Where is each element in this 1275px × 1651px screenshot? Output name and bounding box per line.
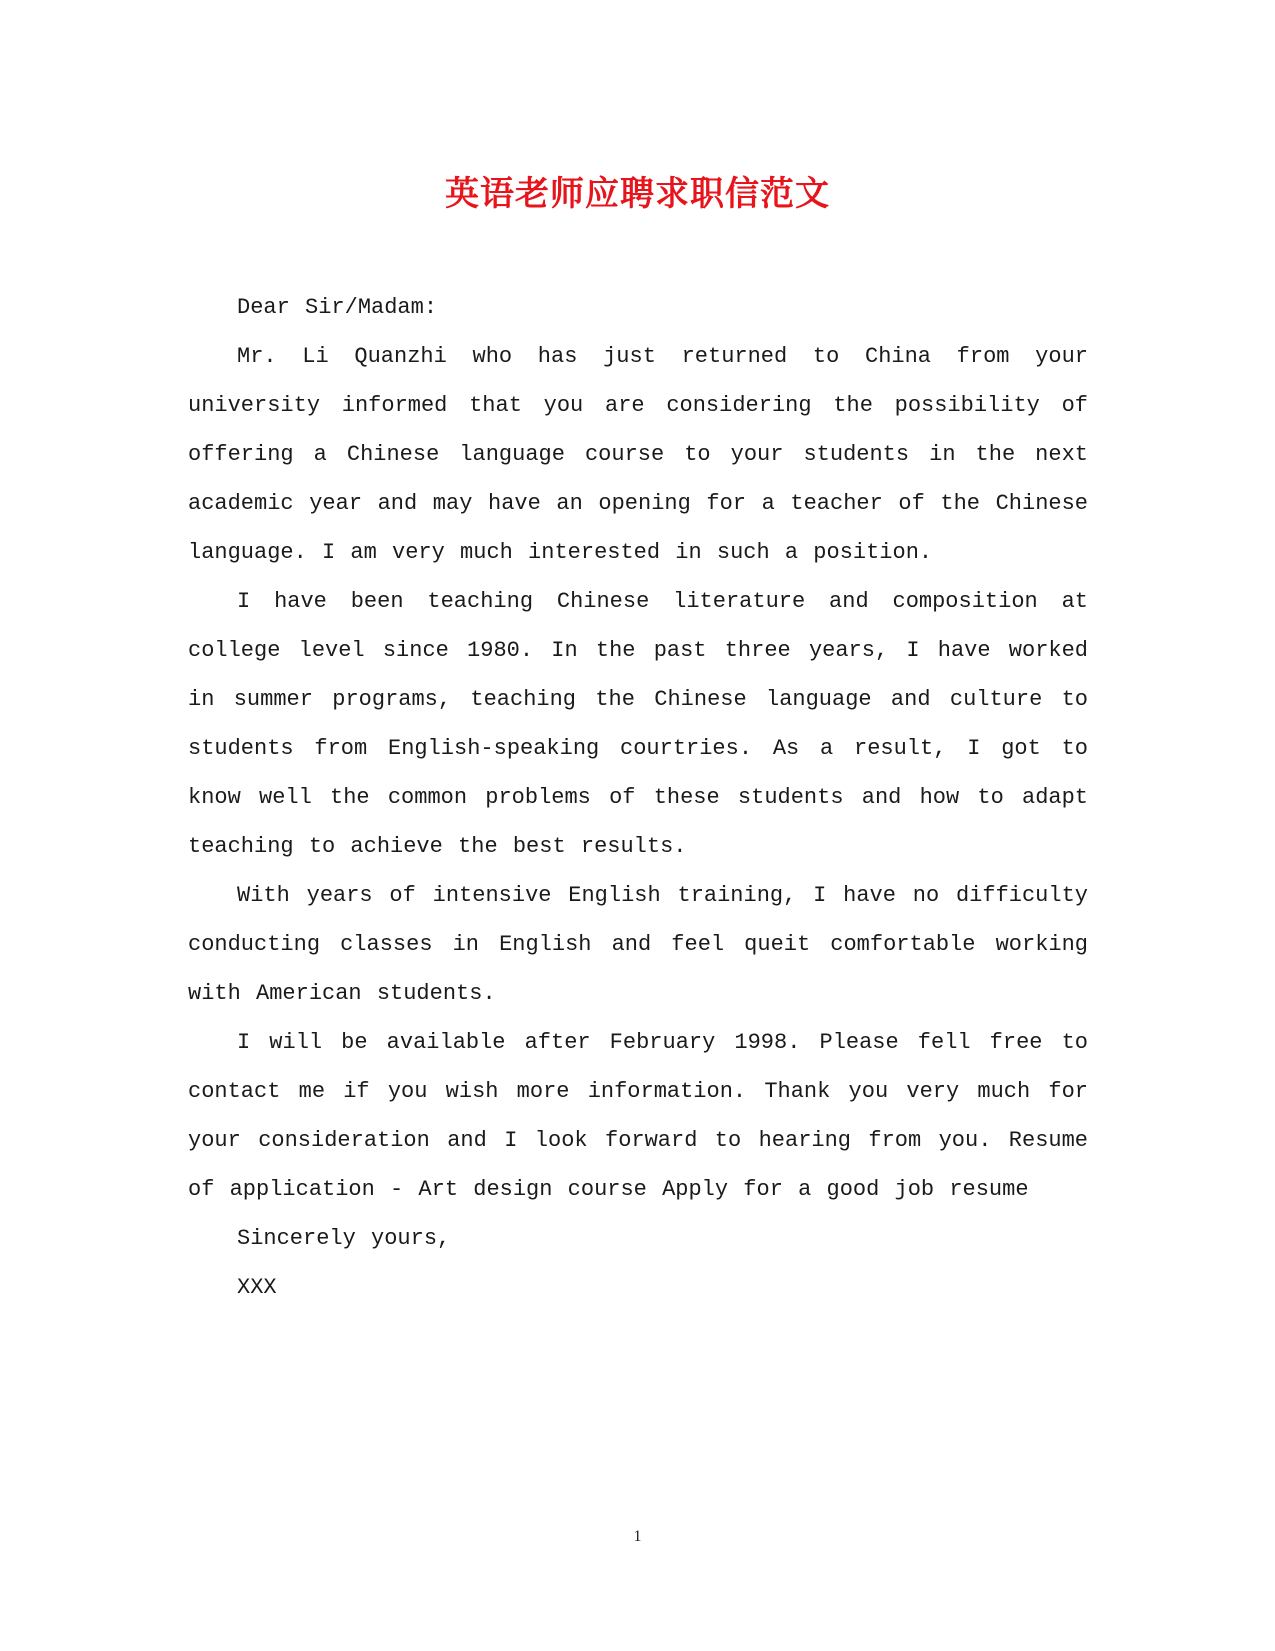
paragraph-experience: I have been teaching Chinese literature and composition at college level since 1980. In the past three years, I have worked in summer programs, teaching the Chinese language and culture to students from English-speaking courtries. As a result, I got to know well the common problems of these students and how to adapt teaching to achieve the best results. [188, 589, 1088, 859]
closing: Sincerely yours, [237, 1226, 451, 1251]
page-number: 1 [633, 1528, 642, 1545]
paragraph-english: With years of intensive English training, I have no difficulty conducting classes in English and feel queit comfortable working with American students. [188, 883, 1088, 1006]
salutation: Dear Sir/Madam: [237, 295, 438, 320]
document-title: 英语老师应聘求职信范文 [445, 174, 830, 214]
paragraph-intro: Mr. Li Quanzhi who has just returned to China from your university informed that you are considering the possibility of offering a Chinese language course to your students in the next academic year and may have an opening for a teacher of the Chinese language. I am very much interested in such a position. [188, 344, 1088, 565]
letter-body [188, 283, 1088, 1312]
paragraph-availability: I will be available after February 1998. Please fell free to contact me if you wish more information. Thank you very much for your consideration and I look forward to hearing from you. Resume of application - Art design course Apply for a good job resume [188, 1030, 1088, 1202]
signature: XXX [237, 1275, 277, 1300]
